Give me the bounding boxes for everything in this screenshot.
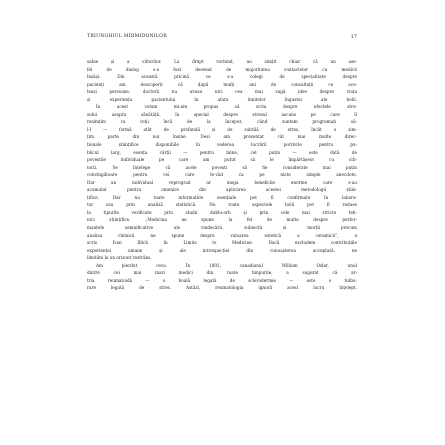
page-number: 17 <box>350 34 357 40</box>
text-line: experienței umane și ale introspecției din cunoașterea acceptată, ne <box>87 247 357 253</box>
text-line: limităm la un orizont restrâns. <box>87 255 152 261</box>
text-line: convingătoare pentru cei care le-văd ca pe niște simple anecdote. <box>87 172 357 178</box>
text-line: l-l — formă atât de profundă și de subtilă de stres, încât o sim- <box>87 126 357 132</box>
text-line: la tipurile verificate prin studii dublu-orb și prin cele mai stricte teh- <box>87 209 357 215</box>
text-line: ționale științifice disponibile în vederea lucrării potrivite pentru pu- <box>87 142 357 148</box>
text-line: analiza chimică ne spune despre valoarea estetică a ceramicii”, a <box>87 232 357 238</box>
text-line: Am pierdut ceva. În 1892, canadianul William Osler, unul <box>96 262 357 268</box>
running-head-title: TRIUNGHIUL MIRMIDONILOR <box>87 34 167 39</box>
text-line: tria reumatoidă — o boală legată de sclerodermie — este o tulbu- <box>87 277 357 283</box>
text-line: resimțim cu toții încă de la început, când suntem programați să- <box>87 119 357 125</box>
text-line: scris Ivan Illich în Limits to Medicine. Dacă excludem contribuțiile <box>87 240 357 246</box>
running-header <box>87 34 357 44</box>
text-line: torii. Se înțelege că acele povești să fie considerate mai puțin <box>87 164 357 170</box>
text-line: fel de dialog s-a fost desenat de majoritatea contactelor cu medicii <box>87 66 357 72</box>
text-line: țim parte din noi înșine. Deși am prezentat cât mai multe direc- <box>87 134 357 140</box>
text-line: manțele semnificative ale vindecării, subiecții și morții precum <box>87 225 357 231</box>
text-line: leași persoane, doctorii nu aveau nici cea mai vagă idee despre viața <box>87 89 357 95</box>
text-line: acumulat pentru omenire din aplicarea acestei metodologii știin- <box>87 187 357 193</box>
text-line: tor sau prin analiză statistică. Nu toate aspectele bolii pot fi reduse <box>87 202 357 208</box>
text-line: însăși. Din această pricină ce s-a colegi de specialitate despre <box>87 74 357 80</box>
text-line: În acest volum mi-am propus să scriu despre efectele stre- <box>96 104 357 110</box>
text-line: rare legată de stres. Astăzi, reumatologia ignoră acest lucru înțelept, <box>87 285 357 291</box>
text-line: nici științifice. „Medicina ne spune la fel de multe despre perfor- <box>87 217 357 223</box>
text-line: sabie și a viitorilor. La drept vorbind, au simțit chiar că un ase- <box>87 59 357 64</box>
text-line: țifice. Dar nu toate informațiile esențiale pot fi confirmate în labora- <box>87 194 357 200</box>
text-line: poveștile individuale pe care am putut să le împărtășesc cu citi- <box>87 157 357 163</box>
body-text <box>87 58 357 398</box>
text-line: și experiența pacientului în afara limitelor îngustei ale bolii. <box>87 96 357 102</box>
text-line: Dar un individual reprograd ar mega beneficile enorme care s-au <box>87 179 357 185</box>
text-line: pacienți am descoperit că după mulți ani de consultații ce ace- <box>87 81 357 87</box>
text-line: dintre cei mai mari medici din toate timpurile, a sugerat că ar- <box>87 270 357 276</box>
text-line: sului asupra sănătății, în special despre stresul ascuns pe care îl <box>87 111 357 117</box>
text-line: blicul larg, esența cărții — pentru mine, cel puțin — este dată de <box>87 149 357 155</box>
